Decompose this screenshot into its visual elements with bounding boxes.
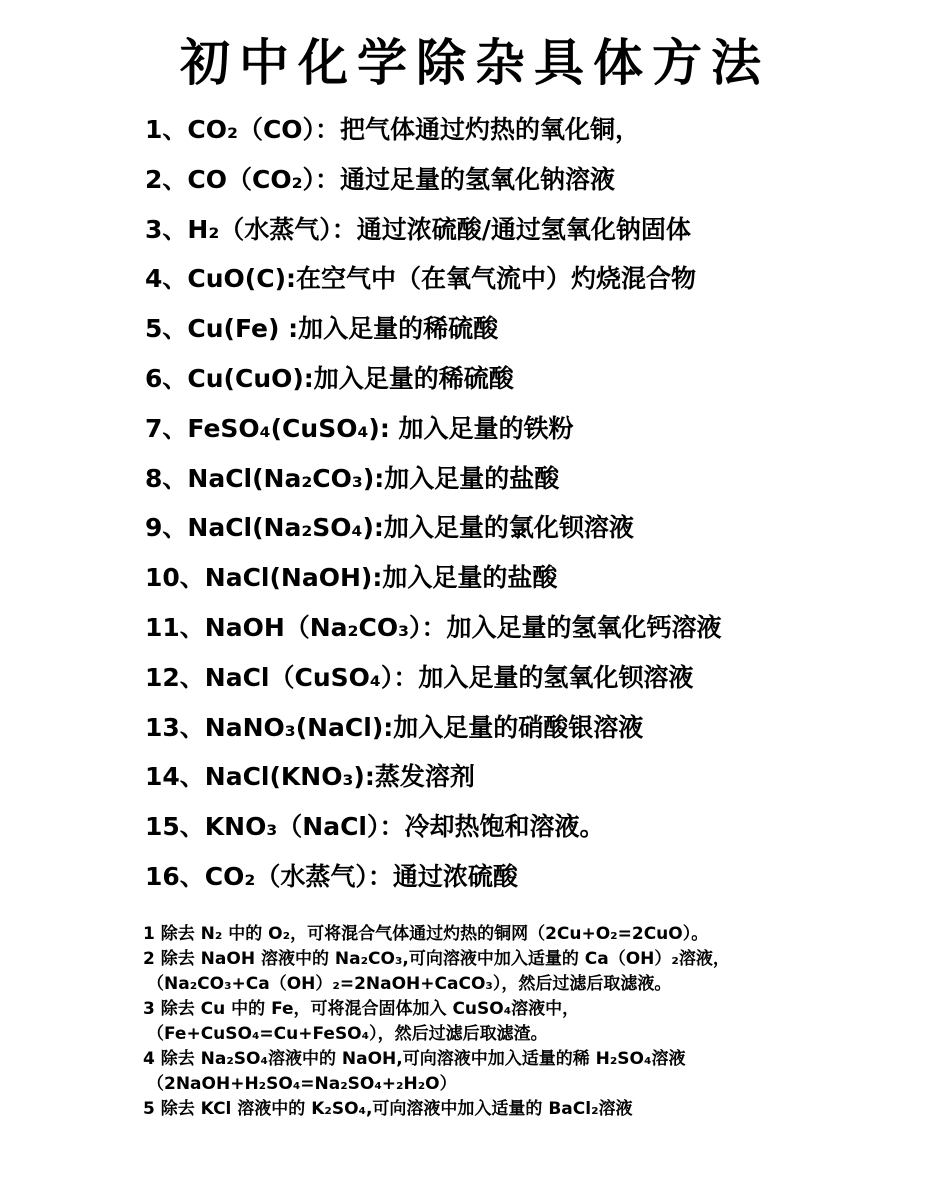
note-line-1: 1 除去 N₂ 中的 O₂，可将混合气体通过灼热的铜网（2Cu+O₂=2CuO）。 <box>143 924 709 944</box>
method-item-16: 16、CO₂（水蒸气）：通过浓硫酸 <box>145 861 518 891</box>
note-line-2-equation: （Na₂CO₃+Ca（OH）₂=2NaOH+CaCO₃），然后过滤后取滤液。 <box>147 974 672 994</box>
method-item-1: 1、CO₂（CO）：把气体通过灼热的氧化铜， <box>145 115 641 144</box>
method-item-10: 10、NaCl(NaOH):加入足量的盐酸 <box>145 563 558 593</box>
method-item-13: 13、NaNO₃(NaCl):加入足量的硝酸银溶液 <box>145 712 644 742</box>
method-item-5: 5、Cu(Fe) :加入足量的稀硫酸 <box>145 314 499 344</box>
method-item-7: 7、FeSO₄(CuSO₄): 加入足量的铁粉 <box>145 413 574 443</box>
method-item-12: 12、NaCl（CuSO₄）：加入足量的氢氧化钡溶液 <box>145 662 694 692</box>
method-item-2: 2、CO（CO₂）：通过足量的氢氧化钠溶液 <box>145 164 616 194</box>
method-item-6: 6、Cu(CuO):加入足量的稀硫酸 <box>145 363 514 393</box>
note-line-5: 5 除去 KCl 溶液中的 K₂SO₄,可向溶液中加入适量的 BaCl₂溶液 <box>143 1099 633 1119</box>
page-title: 初中化学除杂具体方法 <box>180 33 770 92</box>
method-item-9: 9、NaCl(Na₂SO₄):加入足量的氯化钡溶液 <box>145 513 634 543</box>
method-item-15: 15、KNO₃（NaCl）：冷却热饱和溶液。 <box>145 812 605 842</box>
note-line-4: 4 除去 Na₂SO₄溶液中的 NaOH,可向溶液中加入适量的稀 H₂SO₄溶液 <box>143 1049 686 1069</box>
method-item-14: 14、NaCl(KNO₃):蒸发溶剂 <box>145 762 475 792</box>
note-line-4-equation: （2NaOH+H₂SO₄=Na₂SO₄+₂H₂O） <box>147 1074 457 1094</box>
method-item-4: 4、CuO(C):在空气中（在氧气流中）灼烧混合物 <box>145 264 696 294</box>
method-item-8: 8、NaCl(Na₂CO₃):加入足量的盐酸 <box>145 463 560 493</box>
purification-methods-list <box>145 105 935 902</box>
note-line-3-equation: （Fe+CuSO₄=Cu+FeSO₄），然后过滤后取滤渣。 <box>147 1024 548 1044</box>
method-item-11: 11、NaOH（Na₂CO₃）：加入足量的氢氧化钙溶液 <box>145 612 722 642</box>
method-item-3: 3、H₂（水蒸气）：通过浓硫酸/通过氢氧化钠固体 <box>145 214 691 244</box>
notes-section <box>143 922 943 1122</box>
note-line-3: 3 除去 Cu 中的 Fe，可将混合固体加入 CuSO₄溶液中， <box>143 999 580 1019</box>
note-line-2: 2 除去 NaOH 溶液中的 Na₂CO₃,可向溶液中加入适量的 Ca（OH）₂溶液， <box>143 949 730 969</box>
